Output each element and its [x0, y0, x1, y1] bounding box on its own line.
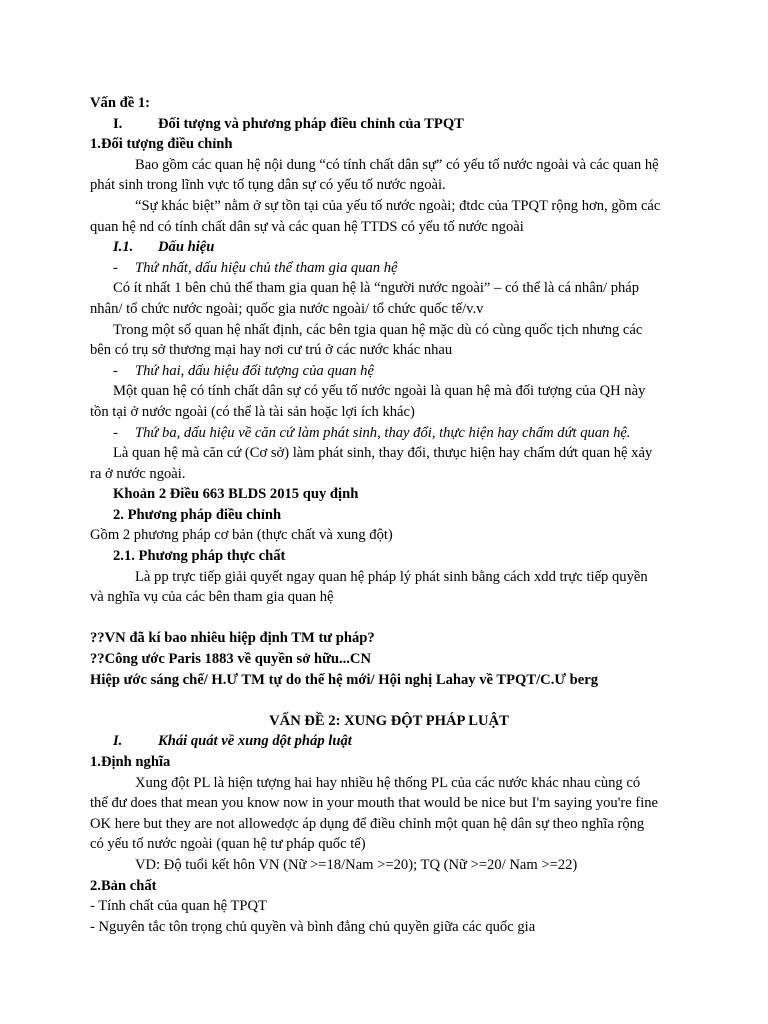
paragraph-line: Trong một số quan hệ nhất định, các bên tgia quan hệ mặc dù có cùng quốc tịch nhưng các [113, 321, 643, 338]
section2-heading: VẤN ĐỀ 2: XUNG ĐỘT PHÁP LUẬT [269, 712, 509, 729]
blank-line [90, 690, 688, 711]
question-line: ??VN đã kí bao nhiêu hiệp định TM tư pháp? [90, 630, 375, 647]
bullet-dash: - [113, 424, 118, 441]
treaty-line: Hiệp ước sáng chế/ H.Ư TM tự do thế hệ mới/ Hội nghị Lahay về TPQT/C.Ư berg [90, 671, 598, 688]
section1-title-number: I. [113, 115, 123, 132]
paragraph-line: OK here but they are not allowedợc áp dụng để điều chỉnh một quan hệ dân sự theo nghĩa rộng [90, 815, 645, 832]
paragraph-line: Một quan hệ có tính chất dân sự có yếu tố nước ngoài là quan hệ mà đối tượng của QH này [113, 383, 646, 400]
section1-title [90, 114, 688, 135]
bullet-text: Thứ ba, dấu hiệu về căn cứ làm phát sinh, thay đổi, thực hiện hay chấm dứt quan hệ. [135, 424, 631, 441]
example-line: VD: Độ tuổi kết hôn VN (Nữ >=18/Nam >=20); TQ (Nữ >=20/ Nam >=22) [135, 856, 578, 873]
section1-title-text: Đối tượng và phương pháp điều chỉnh của TPQT [158, 115, 464, 132]
paragraph-line: nhân/ tổ chức nước ngoài; quốc gia nước ngoài/ tổ chức quốc tế/v.v [90, 300, 484, 317]
blank-line [90, 608, 688, 629]
section2-title [90, 731, 688, 752]
bullet-dash: - [113, 362, 118, 379]
subheading-dau-hieu-number: I.1. [113, 239, 134, 256]
paragraph-line: Gồm 2 phương pháp cơ bản (thực chất và xung đột) [90, 527, 393, 544]
bullet-text: Thứ nhất, dấu hiệu chủ thể tham gia quan hệ [135, 259, 398, 276]
list-item: - Tính chất của quan hệ TPQT [90, 898, 267, 915]
bullet-item [90, 258, 688, 279]
paragraph-line: và nghĩa vụ của các bên tham gia quan hệ [90, 589, 334, 606]
subheading-doi-tuong: 1.Đối tượng điều chỉnh [90, 136, 233, 153]
paragraph-line: Có ít nhất 1 bên chủ thể tham gia quan hệ là “người nước ngoài” – có thể là cá nhân/ pháp [113, 280, 640, 297]
list-item: - Nguyên tắc tôn trọng chủ quyền và bình đẳng chủ quyền giữa các quốc gia [90, 918, 536, 935]
subheading-dau-hieu-text: Dấu hiệu [158, 239, 215, 256]
paragraph-line: ra ở nước ngoài. [90, 465, 186, 482]
subheading-ban-chat: 2.Bản chất [90, 877, 157, 894]
bullet-dash: - [113, 259, 118, 276]
paragraph-line: Là pp trực tiếp giải quyết ngay quan hệ pháp lý phát sinh bằng cách xdd trực tiếp quyền [135, 568, 648, 585]
subheading-dinh-nghia: 1.Định nghĩa [90, 754, 171, 770]
paragraph-line: tồn tại ở nước ngoài (có thể là tài sản hoặc lợi ích khác) [90, 403, 415, 420]
paragraph-line: Là quan hệ mà căn cứ (Cơ sở) làm phát sinh, thay đổi, thưục hiện hay chấm dứt quan hệ xảy [113, 445, 653, 462]
paragraph-line: thể đư does that mean you know now in your mouth that would be nice but I'm saying you're fine [90, 795, 659, 812]
paragraph-line: phát sinh trong lĩnh vực tố tụng dân sự có yếu tố nước ngoài. [90, 177, 446, 194]
subheading-phuong-phap: 2. Phương pháp điều chỉnh [113, 506, 282, 523]
section2-title-text: Khái quát về xung dột pháp luật [158, 733, 352, 750]
legal-reference: Khoản 2 Điều 663 BLDS 2015 quy định [113, 486, 359, 503]
paragraph-line: Bao gồm các quan hệ nội dung “có tính chất dân sự” có yếu tố nước ngoài và các quan hệ [135, 156, 659, 173]
paragraph-line: “Sự khác biệt” nằm ở sự tồn tại của yếu tố nước ngoài; đtdc của TPQT rộng hơn, gồm các [135, 197, 661, 214]
paragraph-line: bên có trụ sở thương mại hay nơi cư trú ở các nước khác nhau [90, 342, 453, 359]
section2-title-number: I. [113, 733, 123, 750]
bullet-item [90, 423, 688, 444]
question-line: ??Công ước Paris 1883 về quyền sở hữu...CN [90, 651, 371, 668]
paragraph-line: có yếu tố nước ngoài (quan hệ tư pháp quốc tế) [90, 836, 366, 853]
section1-heading: Vấn đề 1: [90, 95, 150, 111]
bullet-text: Thứ hai, dấu hiệu đối tượng của quan hệ [135, 362, 374, 379]
subheading-dau-hieu [90, 237, 688, 258]
paragraph-line: Xung đột PL là hiện tượng hai hay nhiều hệ thống PL của các nước khác nhau cùng có [135, 774, 641, 791]
paragraph-line: quan hệ nd có tính chất dân sự và các quan hệ TTDS có yếu tố nước ngoài [90, 218, 524, 235]
subheading-thuc-chat: 2.1. Phương pháp thực chất [113, 548, 286, 565]
bullet-item [90, 361, 688, 382]
